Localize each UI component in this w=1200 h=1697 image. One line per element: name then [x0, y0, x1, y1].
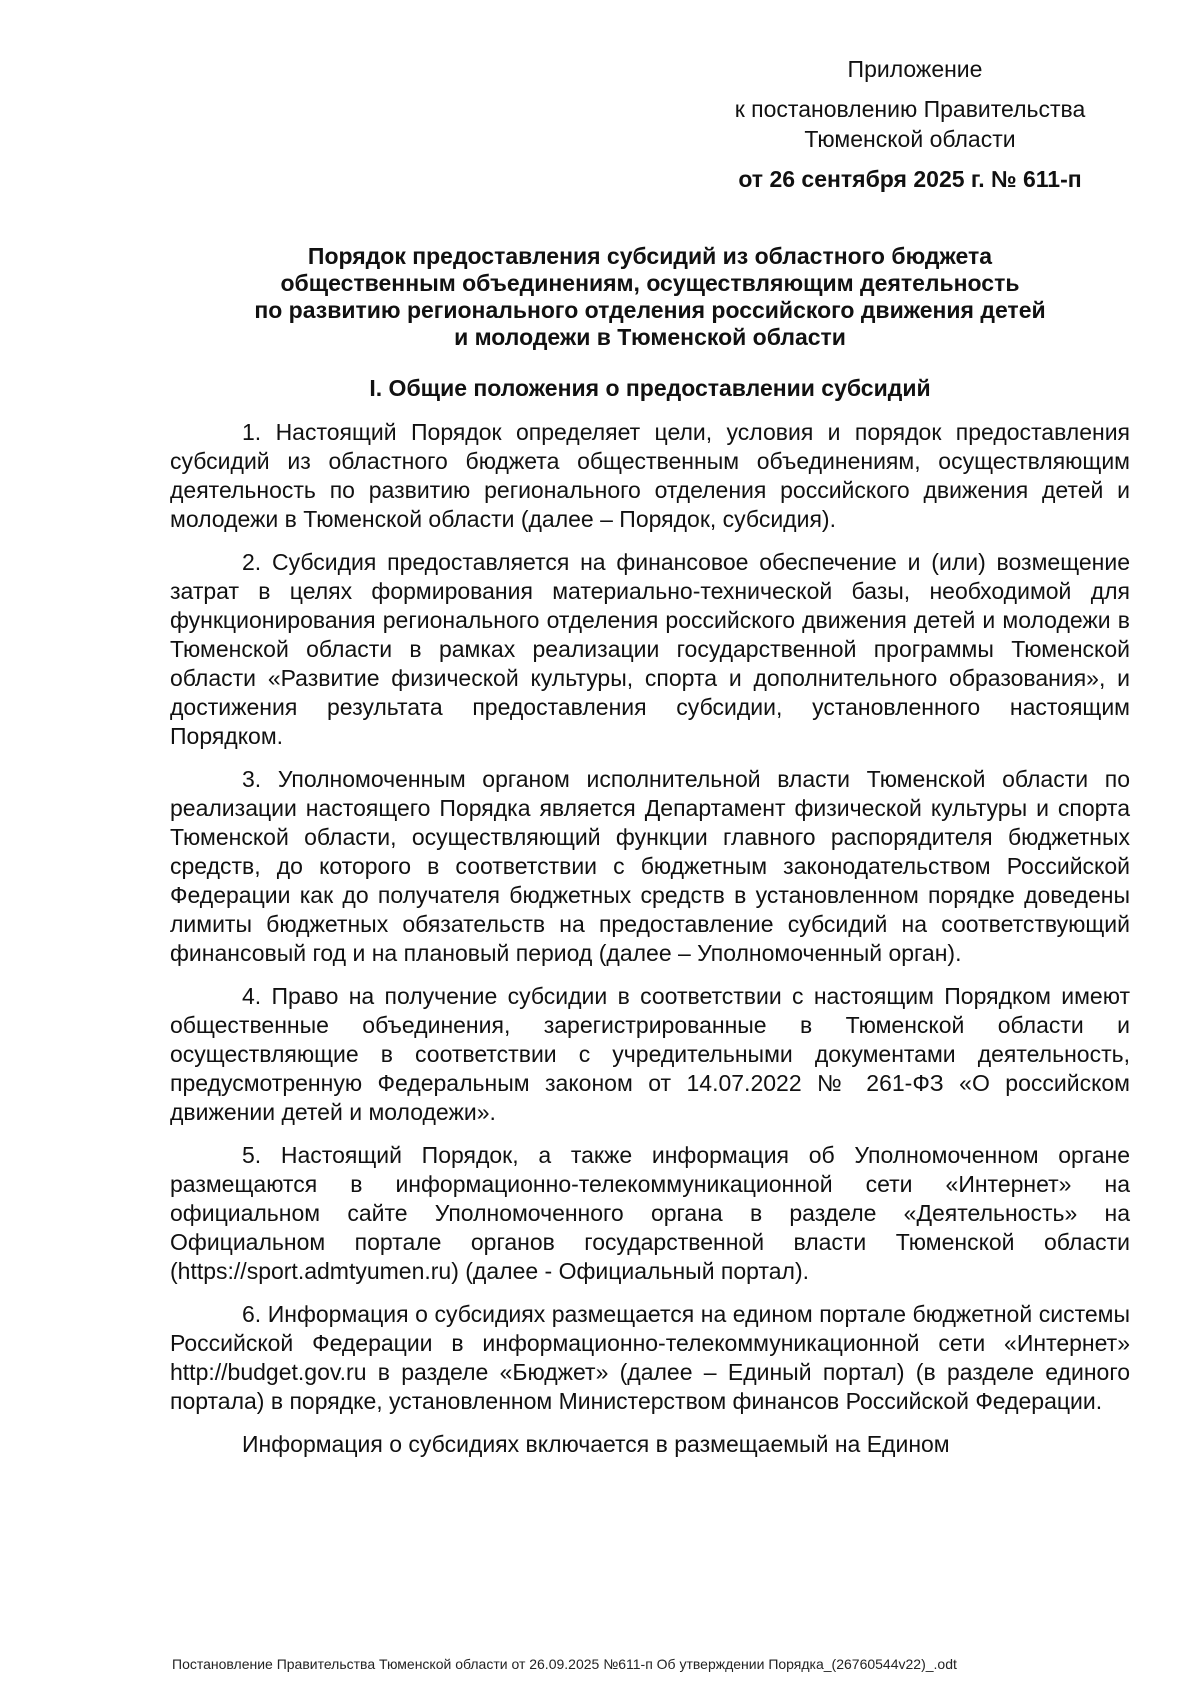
document-title-line: и молодежи в Тюменской области: [454, 324, 846, 350]
appendix-reference: [700, 94, 1120, 154]
paragraph-3: 3. Уполномоченным органом исполнительной власти Тюменской области по реализации настоящего Порядка является Департамент физической культуры и спорта Тюменской области, осуществляющий функции главного распорядителя бюджетных средств, до которого в соответствии с бюджетным законодательством Российской Федерации как до получателя бюджетных средств в установленном порядке доведены лимиты бюджетных обязательств на предоставление субсидий на соответствующий финансовый год и на плановый период (далее – Уполномоченный орган).: [170, 766, 1130, 966]
paragraph-4: 4. Право на получение субсидии в соответствии с настоящим Порядком имеют общественные объединения, зарегистрированные в Тюменской области и осуществляющие в соответствии с учредительными документами деятельность, предусмотренную Федеральным законом от 14.07.2022 № 261-ФЗ «О российском движении детей и молодежи».: [170, 983, 1130, 1125]
paragraph-1: 1. Настоящий Порядок определяет цели, условия и порядок предоставления субсидий из областного бюджета общественным объединениям, осуществляющим деятельность по развитию регионального отделения российского движения детей и молодежи в Тюменской области (далее – Порядок, субсидия).: [170, 419, 1130, 532]
appendix-date-number: от 26 сентября 2025 г. № 611-п: [738, 166, 1082, 192]
paragraph-7: Информация о субсидиях включается в размещаемый на Едином: [242, 1431, 950, 1457]
document-title-line: по развитию регионального отделения российского движения детей: [254, 297, 1046, 323]
document-title-line: Порядок предоставления субсидий из областного бюджета: [307, 243, 993, 269]
paragraph-5: 5. Настоящий Порядок, а также информация об Уполномоченном органе размещаются в информационно-телекоммуникационной сети «Интернет» на официальном сайте Уполномоченного органа в разделе «Деятельность» на Официальном портале органов государственной власти Тюменской области (https://sport.admtyumen.ru) (далее - Официальный портал).: [170, 1142, 1130, 1284]
appendix-reference-line-1: к постановлению Правительства: [734, 96, 1086, 122]
section-heading: I. Общие положения о предоставлении субсидий: [369, 375, 931, 401]
paragraph-6: 6. Информация о субсидиях размещается на едином портале бюджетной системы Российской Федерации в информационно-телекоммуникационной сети «Интернет» http://budget.gov.ru в разделе «Бюджет» (далее – Единый портал) (в разделе единого портала) в порядке, установленном Министерством финансов Российской Федерации.: [170, 1301, 1130, 1414]
document-title: [170, 243, 1130, 351]
document-body: [170, 418, 1130, 1473]
document-title-line: общественным объединениям, осуществляющим деятельность: [280, 270, 1020, 296]
appendix-title: Приложение: [847, 56, 983, 82]
page-footer: Постановление Правительства Тюменской области от 26.09.2025 №611-п Об утверждении Порядка_(26760544v22)_.odt: [172, 1656, 957, 1672]
appendix-reference-line-2: Тюменской области: [804, 126, 1016, 152]
paragraph-2: 2. Субсидия предоставляется на финансовое обеспечение и (или) возмещение затрат в целях формирования материально-технической базы, необходимой для функционирования регионального отделения российского движения детей и молодежи в Тюменской области в рамках реализации государственной программы Тюменской области «Развитие физической культуры, спорта и дополнительного образования», и достижения результата предоставления субсидии, установленного настоящим Порядком.: [170, 549, 1130, 749]
appendix-block: [700, 54, 1120, 194]
